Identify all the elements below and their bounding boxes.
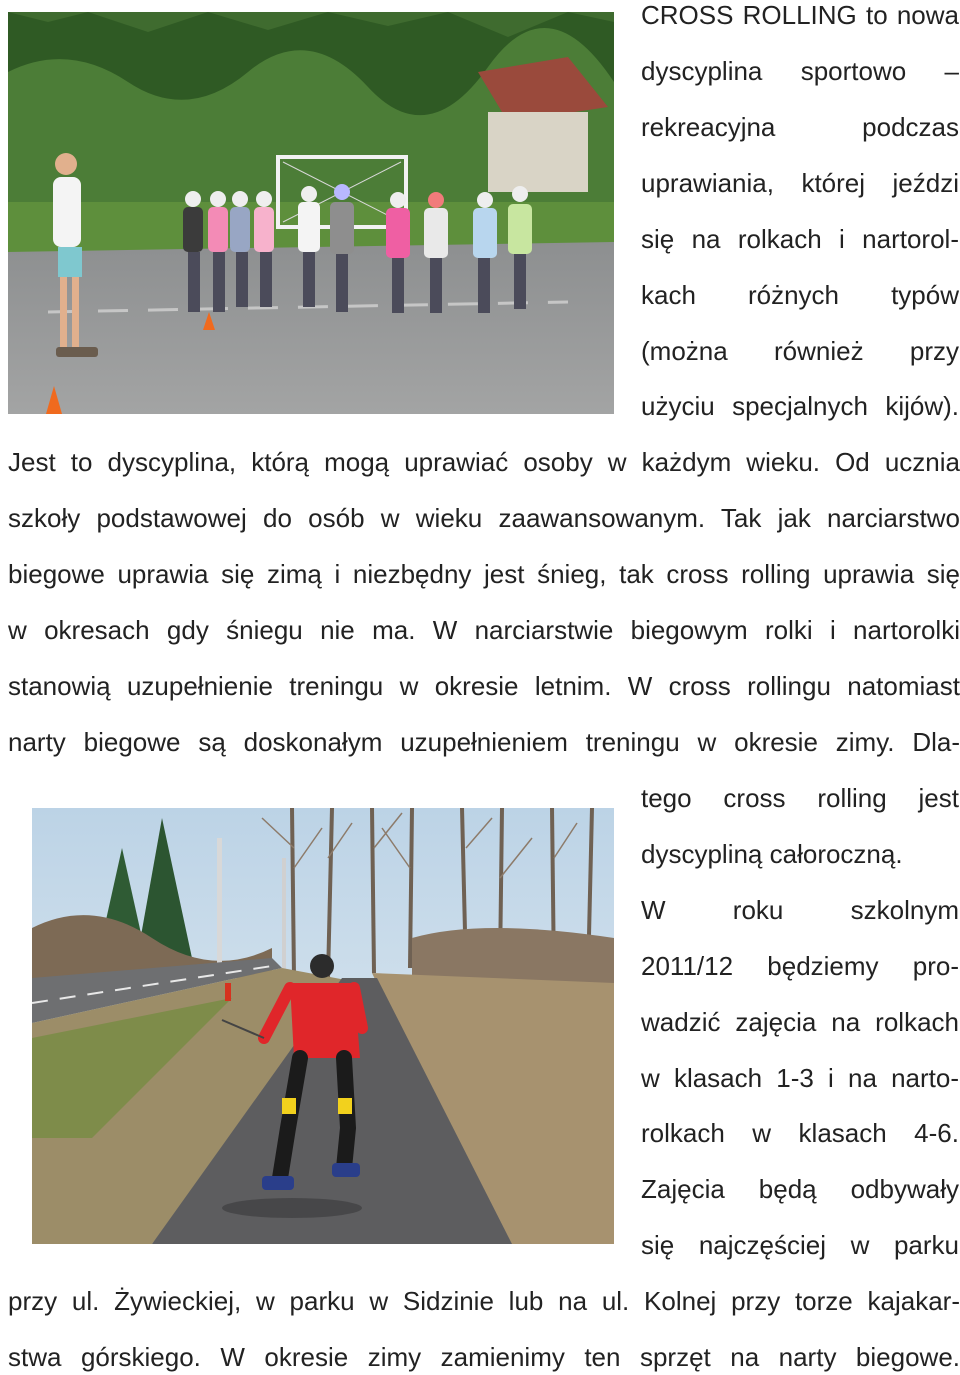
text-line: Zajęcia będą odbywały: [641, 1174, 959, 1204]
photo-cross-rolling-skier: [32, 808, 614, 1244]
text-line: przy ul. Żywieckiej, w parku w Sidzinie lub na ul. Kolnej przy torze kajakar-: [8, 1286, 960, 1316]
text-line: biegowe uprawia się zimą i niezbędny jest śnieg, tak cross rolling uprawia się: [8, 559, 960, 589]
text-line: w okresach gdy śniegu nie ma. W narciarstwie biegowym rolki i nartorolki: [8, 615, 960, 645]
text-line: szkoły podstawowej do osób w wieku zaawansowanym. Tak jak narciarstwo: [8, 503, 960, 533]
text-line: się na rolkach i nartorol-: [641, 224, 959, 254]
text-line: rekreacyjna podczas: [641, 112, 959, 142]
text-line: kach różnych typów: [641, 280, 959, 310]
text-line: użyciu specjalnych kijów).: [641, 391, 959, 421]
text-line: rolkach w klasach 4-6.: [641, 1118, 959, 1148]
text-line: Jest to dyscyplina, którą mogą uprawiać osoby w każdym wieku. Od ucznia: [8, 447, 960, 477]
text-line: wadzić zajęcia na rolkach: [641, 1007, 959, 1037]
text-line: tego cross rolling jest: [641, 783, 959, 813]
text-line: dyscyplina sportowo –: [641, 56, 959, 86]
photo-training-group: [8, 12, 614, 414]
text-line: (można również przy: [641, 336, 959, 366]
text-line: CROSS ROLLING to nowa: [641, 0, 959, 30]
text-line: stanowią uzupełnienie treningu w okresie letnim. W cross rollingu natomiast: [8, 671, 960, 701]
text-line: W roku szkolnym: [641, 895, 959, 925]
text-line: w klasach 1-3 i na narto-: [641, 1063, 959, 1093]
text-line: stwa górskiego. W okresie zimy zamienimy ten sprzęt na narty biegowe.: [8, 1342, 960, 1372]
text-line: 2011/12 będziemy pro-: [641, 951, 959, 981]
text-line: narty biegowe są doskonałym uzupełnieniem treningu w okresie zimy. Dla-: [8, 727, 960, 757]
text-line: dyscypliną całoroczną.: [641, 839, 903, 869]
text-line: uprawiania, której jeździ: [641, 168, 959, 198]
text-line: się najczęściej w parku: [641, 1230, 959, 1260]
